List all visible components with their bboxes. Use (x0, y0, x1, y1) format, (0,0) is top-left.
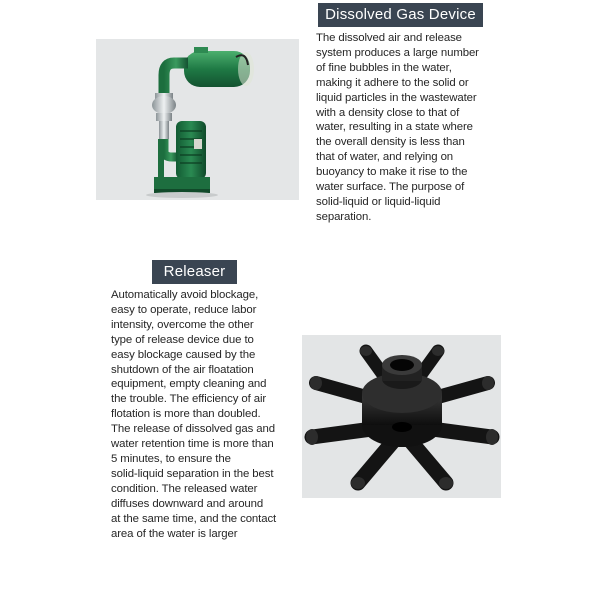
dissolved-gas-device-title: Dissolved Gas Device (318, 3, 483, 27)
releaser-title: Releaser (152, 260, 237, 284)
dissolved-gas-device-image (96, 39, 299, 200)
releaser-description: Automatically avoid blockage, easy to operate, reduce labor intensity, overcome the other type of release device due to easy blockage caused by the shutdown of the air floatation equipment, empty cleaning and the trouble. The efficiency of air flotation is more than doubled. The release of dissolved gas and water retention time is more than 5 minutes, to ensure the solid-liquid separation in the best condition. The released water diffuses downward and around at the same time, and the contact area of the water is larger (111, 289, 277, 540)
releaser-image (302, 335, 501, 498)
dissolved-gas-device-illustration (96, 39, 299, 200)
dissolved-gas-device-description: The dissolved air and release system produces a large number of fine bubbles in the water, making it adhere to the solid or liquid particles in the wastewater with a density close to that of water, resulting in a state where the overall density is less than that of water, and relying on buoyancy to make it rise to the water surface. The purpose of solid-liquid or liquid-liquid separation. (316, 32, 479, 223)
releaser-illustration (302, 335, 501, 498)
